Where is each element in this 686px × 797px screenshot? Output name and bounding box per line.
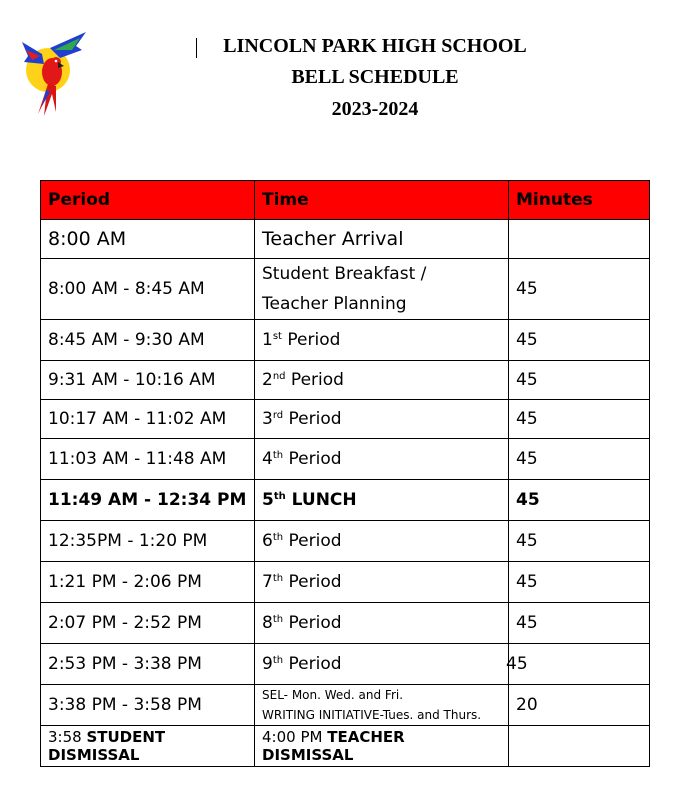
table-row — [41, 220, 650, 259]
minutes-cell: 45 — [509, 320, 650, 361]
table-row — [41, 644, 650, 685]
table-row — [41, 400, 650, 439]
period-label: Period — [287, 330, 341, 350]
period-cell: 1:21 PM - 2:06 PM — [41, 562, 255, 603]
student-dismissal-cell — [41, 726, 255, 767]
time-cell — [255, 685, 509, 726]
time-cell — [255, 521, 509, 562]
column-header-minutes: Minutes — [509, 181, 650, 220]
table-row — [41, 685, 650, 726]
period-label: LUNCH — [291, 490, 357, 510]
minutes-cell: 45 — [509, 400, 650, 439]
period-cell: 8:00 AM - 8:45 AM — [41, 259, 255, 320]
period-cell: 2:53 PM - 3:38 PM — [41, 644, 255, 685]
period-cell: 8:00 AM — [41, 220, 255, 259]
time-cell: Teacher Arrival — [255, 220, 509, 259]
time-cell — [255, 320, 509, 361]
table-row — [41, 320, 650, 361]
minutes-cell: 45 — [509, 603, 650, 644]
period-label: Period — [288, 572, 342, 592]
table-row — [41, 562, 650, 603]
period-number: 5 — [262, 490, 274, 510]
time-line-2: Teacher Planning — [262, 294, 407, 314]
dismissal-label: STUDENT DISMISSAL — [48, 728, 166, 764]
dismissal-time: 3:58 — [48, 728, 82, 746]
minutes-cell — [509, 220, 650, 259]
time-cell — [255, 361, 509, 400]
school-year: 2023-2024 — [331, 98, 419, 120]
table-row — [41, 603, 650, 644]
period-number: 3 — [262, 409, 273, 429]
dismissal-time: 4:00 PM — [262, 728, 323, 746]
table-row-lunch — [41, 480, 650, 521]
period-label: Period — [288, 654, 342, 674]
ordinal-suffix: th — [272, 614, 284, 625]
column-header-period: Period — [41, 181, 255, 220]
period-number: 4 — [262, 449, 273, 469]
ordinal-suffix: th — [273, 491, 286, 502]
period-label: Period — [288, 449, 342, 469]
school-name: LINCOLN PARK HIGH SCHOOL — [223, 35, 527, 57]
table-row-dismissal — [41, 726, 650, 767]
period-cell: 10:17 AM - 11:02 AM — [41, 400, 255, 439]
period-cell: 12:35PM - 1:20 PM — [41, 521, 255, 562]
table-header-row — [41, 181, 650, 220]
time-cell — [255, 562, 509, 603]
table-row — [41, 361, 650, 400]
minutes-cell: 45 — [509, 361, 650, 400]
period-number: 9 — [262, 654, 273, 674]
period-cell: 11:03 AM - 11:48 AM — [41, 439, 255, 480]
minutes-cell — [506, 644, 650, 685]
period-label: Period — [288, 613, 342, 633]
ordinal-suffix: st — [272, 331, 282, 342]
period-cell: 2:07 PM - 2:52 PM — [41, 603, 255, 644]
column-header-time: Time — [255, 181, 509, 220]
period-number: 7 — [262, 572, 273, 592]
time-cell — [255, 400, 509, 439]
minutes-value: 45 — [506, 654, 528, 674]
schedule-title: BELL SCHEDULE — [291, 66, 459, 88]
dismissal-label: TEACHER DISMISSAL — [262, 728, 405, 764]
time-cell — [255, 603, 509, 644]
minutes-cell: 45 — [509, 480, 650, 521]
period-label: Period — [288, 409, 342, 429]
period-cell: 11:49 AM - 12:34 PM — [41, 480, 255, 521]
table-row — [41, 521, 650, 562]
minutes-cell: 20 — [509, 685, 650, 726]
time-cell — [255, 439, 509, 480]
minutes-cell: 45 — [509, 259, 650, 320]
ordinal-suffix: th — [272, 573, 284, 584]
ordinal-suffix: th — [272, 532, 284, 543]
time-cell — [255, 644, 509, 685]
time-cell — [255, 480, 509, 521]
writing-initiative-note: WRITING INITIATIVE-Tues. and Thurs. — [262, 708, 482, 722]
minutes-cell — [509, 726, 650, 767]
period-number: 8 — [262, 613, 273, 633]
minutes-cell: 45 — [509, 521, 650, 562]
period-cell: 3:38 PM - 3:58 PM — [41, 685, 255, 726]
ordinal-suffix: nd — [272, 371, 286, 382]
minutes-cell: 45 — [509, 439, 650, 480]
period-label: Period — [290, 370, 344, 390]
teacher-dismissal-cell — [255, 726, 509, 767]
period-number: 2 — [262, 370, 273, 390]
period-label: Period — [288, 531, 342, 551]
period-cell: 8:45 AM - 9:30 AM — [41, 320, 255, 361]
minutes-cell: 45 — [509, 562, 650, 603]
bell-schedule-table — [40, 180, 650, 767]
time-line-1: Student Breakfast / — [262, 264, 427, 284]
table-row — [41, 259, 650, 320]
ordinal-suffix: th — [272, 450, 284, 461]
period-number: 6 — [262, 531, 273, 551]
sel-note: SEL- Mon. Wed. and Fri. — [262, 688, 404, 702]
table-row — [41, 439, 650, 480]
period-number: 1 — [262, 330, 273, 350]
time-cell — [255, 259, 509, 320]
period-cell: 9:31 AM - 10:16 AM — [41, 361, 255, 400]
ordinal-suffix: th — [272, 655, 284, 666]
ordinal-suffix: rd — [272, 410, 284, 421]
